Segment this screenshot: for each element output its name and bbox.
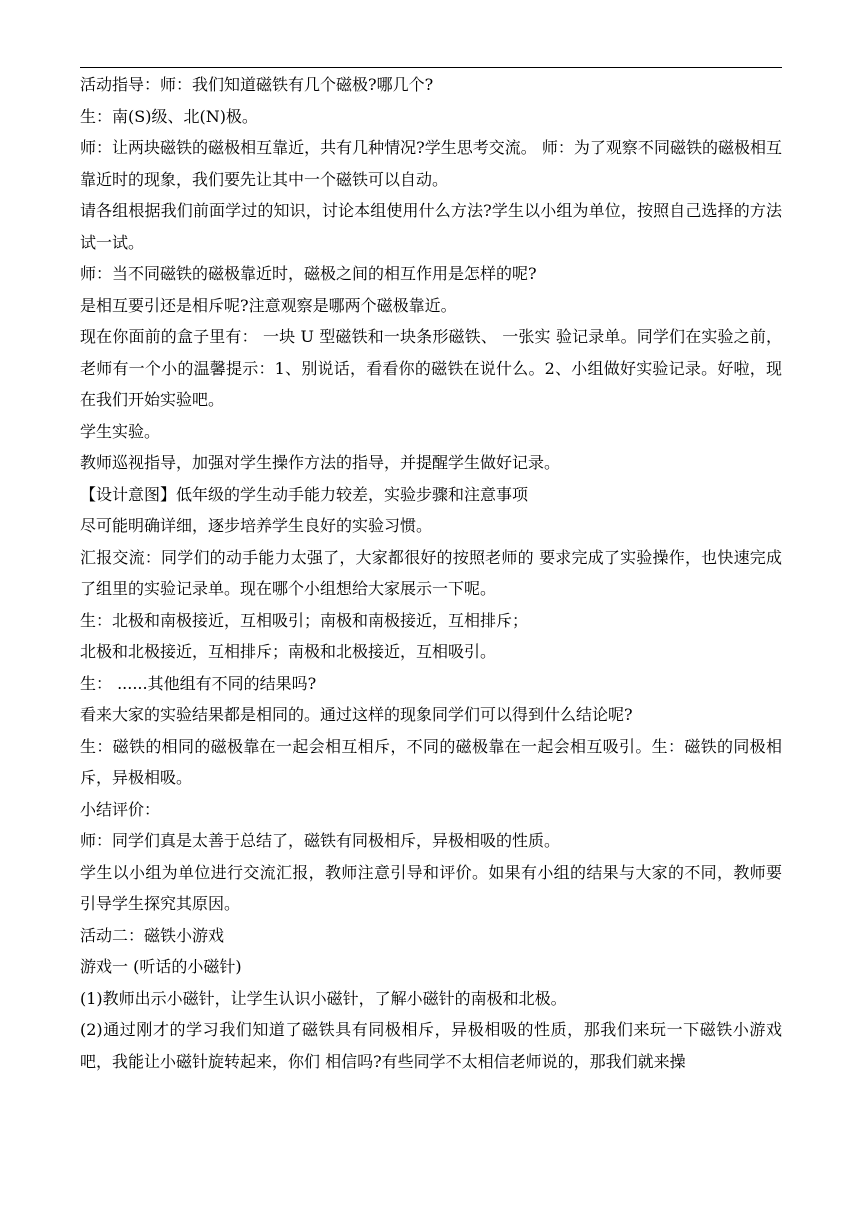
paragraph: 教师巡视指导，加强对学生操作方法的指导，并提醒学生做好记录。 (80, 453, 561, 472)
paragraph: 北极和北极接近，互相排斥；南极和北极接近，互相吸引。 (80, 642, 497, 661)
paragraph: 汇报交流：同学们的动手能力太强了，大家都很好的按照老师的 要求完成了实验操作，也快速完成了组里的实验记录单。现在哪个小组想给大家展示一下呢。 (80, 547, 782, 598)
paragraph: 生：磁铁的相同的磁极靠在一起会相互相斥，不同的磁极靠在一起会相互吸引。生：磁铁的同极相斥，异极相吸。 (80, 736, 782, 787)
header-rule (80, 67, 782, 68)
paragraph: 小结评价： (80, 799, 161, 819)
paragraph: 师：让两块磁铁的磁极相互靠近，共有几种情况?学生思考交流。 师：为了观察不同磁铁的磁极相互靠近时的现象，我们要先让其中一个磁铁可以自动。 (80, 138, 782, 189)
paragraph: 尽可能明确详细，逐步培养学生良好的实验习惯。 (80, 516, 433, 535)
paragraph: 学生以小组为单位进行交流汇报，教师注意引导和评价。如果有小组的结果与大家的不同，教师要引导学生探究其原因。 (80, 862, 782, 913)
document-body (80, 69, 782, 1077)
paragraph: 生：南(S)级、北(N)极。 (80, 106, 258, 126)
paragraph: 师：当不同磁铁的磁极靠近时，磁极之间的相互作用是怎样的呢? (80, 264, 537, 283)
paragraph: 现在你面前的盒子里有： 一块 U 型磁铁和一块条形磁铁、 一张实 验记录单。同学们在实验之前，老师有一个小的温馨提示：1、别说话，看看你的磁铁在说什么。2、小组做好实验记录。好啦，现在我们开始实验吧。 (80, 327, 782, 409)
paragraph: 师：同学们真是太善于总结了，磁铁有同极相斥，异极相吸的性质。 (80, 831, 561, 850)
paragraph: 学生实验。 (80, 421, 161, 441)
paragraph: (1)教师出示小磁针，让学生认识小磁针，了解小磁针的南极和北极。 (80, 988, 567, 1008)
paragraph: 【设计意图】低年级的学生动手能力较差，实验步骤和注意事项 (80, 484, 529, 504)
paragraph: 看来大家的实验结果都是相同的。通过这样的现象同学们可以得到什么结论呢? (80, 705, 633, 724)
paragraph: 游戏一 (听话的小磁针) (80, 957, 242, 976)
paragraph: 生： ......其他组有不同的结果吗? (80, 673, 317, 693)
paragraph: (2)通过刚才的学习我们知道了磁铁具有同极相斥，异极相吸的性质，那我们来玩一下磁铁小游戏吧，我能让小磁针旋转起来，你们 相信吗?有些同学不太相信老师说的，那我们就来操 (80, 1020, 782, 1071)
paragraph: 是相互要引还是相斥呢?注意观察是哪两个磁极靠近。 (80, 295, 457, 315)
paragraph: 生：北极和南极接近，互相吸引；南极和南极接近，互相排斥； (80, 610, 529, 630)
paragraph: 请各组根据我们前面学过的知识，讨论本组使用什么方法?学生以小组为单位，按照自己选择的方法试一试。 (80, 201, 782, 252)
paragraph: 活动指导：师：我们知道磁铁有几个磁极?哪几个? (80, 75, 434, 94)
paragraph: 活动二：磁铁小游戏 (80, 925, 225, 945)
